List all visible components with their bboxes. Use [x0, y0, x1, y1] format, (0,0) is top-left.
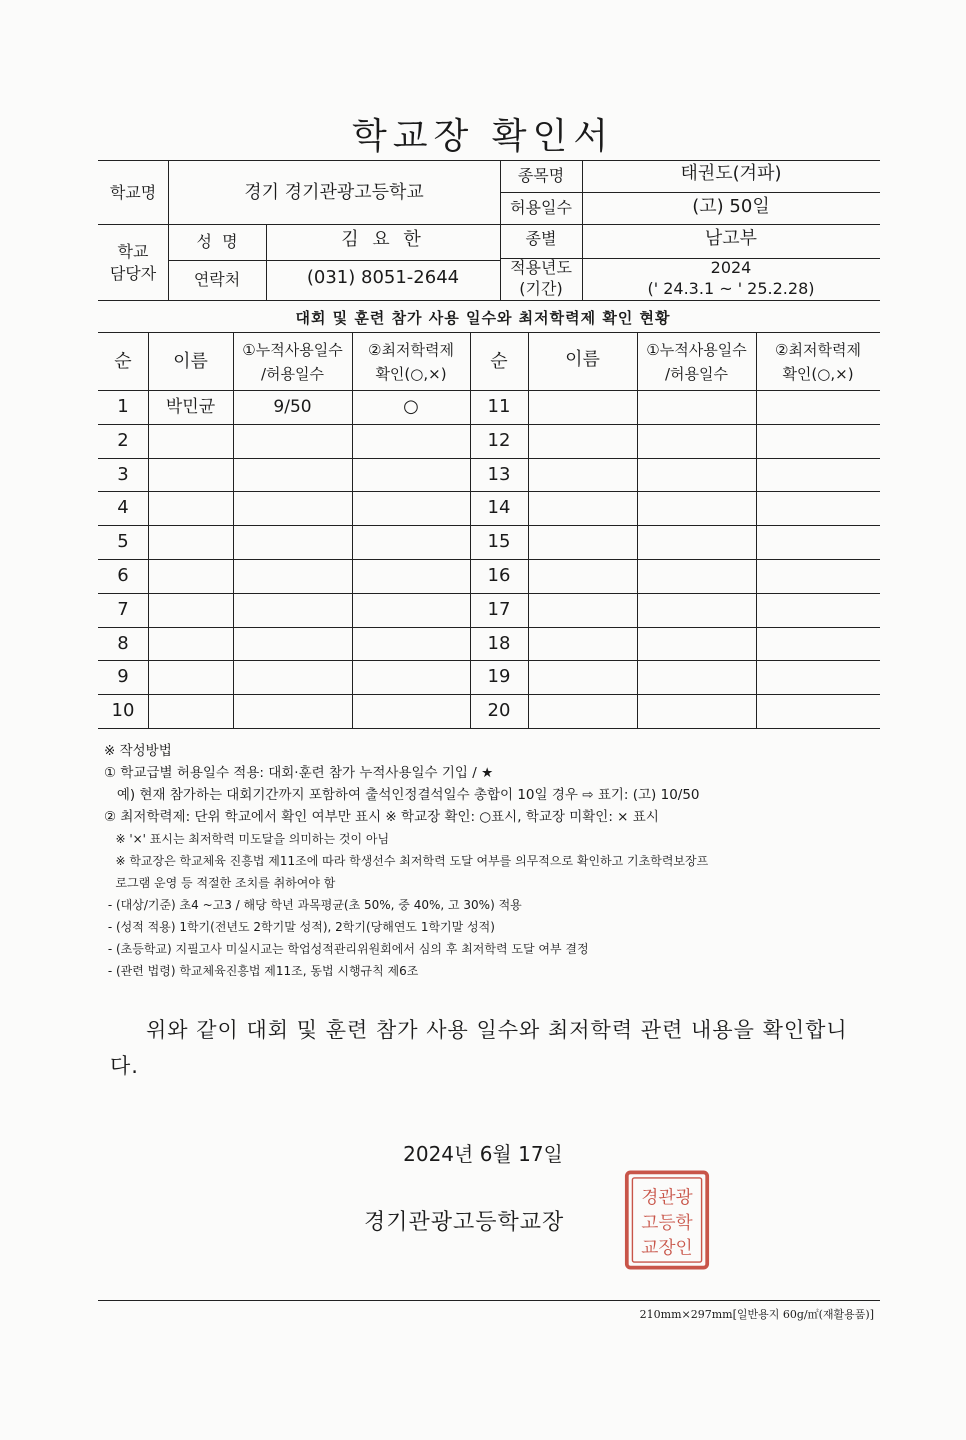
- row-number: 11: [487, 396, 511, 417]
- row-number: 12: [487, 430, 511, 451]
- row-number: 20: [487, 700, 511, 721]
- table-col-6: [637, 332, 638, 728]
- table-row-border: [98, 458, 880, 459]
- note-line: ※ '×' 표시는 최저학력 미도달을 의미하는 것이 아님: [104, 832, 390, 846]
- row-number: 9: [117, 666, 129, 687]
- period-value: (' 24.3.1 ~ ' 25.2.28): [647, 279, 815, 298]
- row-number: 14: [487, 497, 511, 518]
- table-row-border: [98, 694, 880, 695]
- confirm-statement: 위와 같이 대회 및 훈련 참가 사용 일수와 최저학력 관련 내용을 확인합니다.: [110, 1018, 848, 1078]
- row-number: 10: [111, 700, 135, 721]
- col-no-left: 순: [114, 351, 132, 372]
- paper-spec: 210mm×297mm[일반용지 60g/㎡(재활용품)]: [639, 1308, 874, 1321]
- header-bottom-border: [98, 300, 880, 301]
- col-days-left-1: ①누적사용일수: [242, 341, 343, 359]
- col-days-left-2: /허용일수: [260, 365, 324, 383]
- col-days-right-1: ①누적사용일수: [646, 341, 747, 359]
- row-number: 18: [487, 633, 511, 654]
- school-value: 경기 경기관광고등학교: [244, 182, 424, 203]
- official-seal-icon: [624, 1168, 710, 1272]
- year-value: 2024: [710, 258, 752, 277]
- col-check-left-1: ②최저학력제: [368, 341, 454, 359]
- category-label: 종별: [525, 229, 557, 248]
- table-col-5: [528, 332, 529, 728]
- col-no-right: 순: [490, 351, 508, 372]
- table-col-7: [756, 332, 757, 728]
- note-line: - (초등학교) 지필고사 미실시교는 학업성적관리위원회에서 심의 후 최저학력 도달 여부 결정: [104, 942, 589, 956]
- year-label-2: (기간): [519, 279, 563, 298]
- student-name: 박민균: [165, 397, 216, 417]
- teacher-label-1: 학교: [117, 242, 149, 261]
- contact-label: 연락처: [193, 270, 241, 289]
- svg-text:교장인: 교장인: [641, 1238, 693, 1259]
- col-check-right-1: ②최저학력제: [775, 341, 861, 359]
- table-row-border: [98, 424, 880, 425]
- table-row-border: [98, 491, 880, 492]
- min-academic-check: ○: [403, 396, 419, 417]
- note-line: 예) 현재 참가하는 대회기간까지 포함하여 출석인정결석일수 총합이 10일 경우 ⇨ 표기: (고) 10/50: [104, 787, 700, 803]
- row-number: 8: [117, 633, 129, 654]
- note-line: ※ 학교장은 학교체육 진흥법 제11조에 따라 학생선수 최저학력 도달 여부를 의무적으로 확인하고 기초학력보장프: [104, 854, 709, 868]
- svg-text:고등학: 고등학: [641, 1213, 693, 1234]
- contact-value: (031) 8051-2644: [306, 267, 460, 288]
- col-days-right-2: /허용일수: [664, 365, 728, 383]
- school-label: 학교명: [109, 183, 157, 202]
- row-number: 7: [117, 599, 129, 620]
- note-line: - (관련 법령) 학교체육진흥법 제11조, 동법 시행규칙 제6조: [104, 964, 419, 978]
- cumulative-days: 9/50: [273, 397, 312, 417]
- row-number: 5: [117, 531, 129, 552]
- note-line: ② 최저학력제: 단위 학교에서 확인 여부만 표시 ※ 학교장 확인: ○표시, 학교장 미확인: × 표시: [104, 809, 659, 825]
- table-row-border: [98, 525, 880, 526]
- row-number: 4: [117, 497, 129, 518]
- table-header-border: [98, 390, 880, 391]
- note-line: - (성적 적용) 1학기(전년도 2학기말 성적), 2학기(당해연도 1학기말 성적): [104, 920, 495, 934]
- year-label-1: 적용년도: [510, 258, 572, 277]
- category-value: 남고부: [704, 228, 758, 249]
- header-inner-divider: [168, 260, 500, 261]
- table-row-border: [98, 627, 880, 628]
- row-number: 17: [487, 599, 511, 620]
- row-number: 15: [487, 531, 511, 552]
- table-col-1: [148, 332, 149, 728]
- row-number: 19: [487, 666, 511, 687]
- note-line: - (대상/기준) 초4 ~고3 / 해당 학년 과목평균(초 50%, 중 40%, 고 30%) 적용: [104, 898, 522, 912]
- col-check-left-2: 확인(○,×): [375, 365, 447, 383]
- col-check-right-2: 확인(○,×): [782, 365, 854, 383]
- sport-value: 태권도(겨파): [680, 163, 782, 184]
- writing-instructions: [104, 740, 884, 982]
- name-label: 성 명: [196, 232, 238, 251]
- header-divider: [98, 224, 880, 225]
- sport-label: 종목명: [517, 166, 565, 185]
- row-number: 3: [117, 464, 129, 485]
- teacher-label-2: 담당자: [109, 264, 157, 283]
- allowed-days-label: 허용일수: [510, 198, 572, 217]
- page-title: 학교장 확인서: [351, 116, 615, 157]
- issue-date: 2024년 6월 17일: [403, 1142, 563, 1166]
- row-number: 2: [117, 430, 129, 451]
- name-value: 김 요 한: [341, 229, 425, 250]
- section-title: 대회 및 훈련 참가 사용 일수와 최저학력제 확인 현황: [295, 309, 671, 327]
- svg-text:경관광: 경관광: [641, 1188, 693, 1209]
- row-number: 1: [117, 396, 129, 417]
- col-name-right: 이름: [565, 349, 600, 370]
- note-line: 로그램 운영 등 적절한 조치를 취하여야 함: [104, 876, 336, 890]
- table-row-border: [98, 660, 880, 661]
- table-row-border: [98, 559, 880, 560]
- table-row-border: [98, 593, 880, 594]
- row-number: 13: [487, 464, 511, 485]
- footer-rule: [98, 1300, 880, 1301]
- table-col-2: [233, 332, 234, 728]
- table-top-border: [98, 332, 880, 333]
- table-row-border: [98, 728, 880, 729]
- table-col-3: [352, 332, 353, 728]
- header-top-border: [98, 160, 880, 161]
- header-right-divider-1: [500, 192, 880, 193]
- col-name-left: 이름: [173, 351, 208, 372]
- principal-signature: 경기관광고등학교장: [364, 1210, 565, 1235]
- row-number: 16: [487, 565, 511, 586]
- note-line: ※ 작성방법: [104, 743, 172, 759]
- note-line: ① 학교급별 허용일수 적용: 대회·훈련 참가 누적사용일수 기입 / ★: [104, 765, 494, 781]
- row-number: 6: [117, 565, 129, 586]
- allowed-days-value: (고) 50일: [692, 196, 770, 217]
